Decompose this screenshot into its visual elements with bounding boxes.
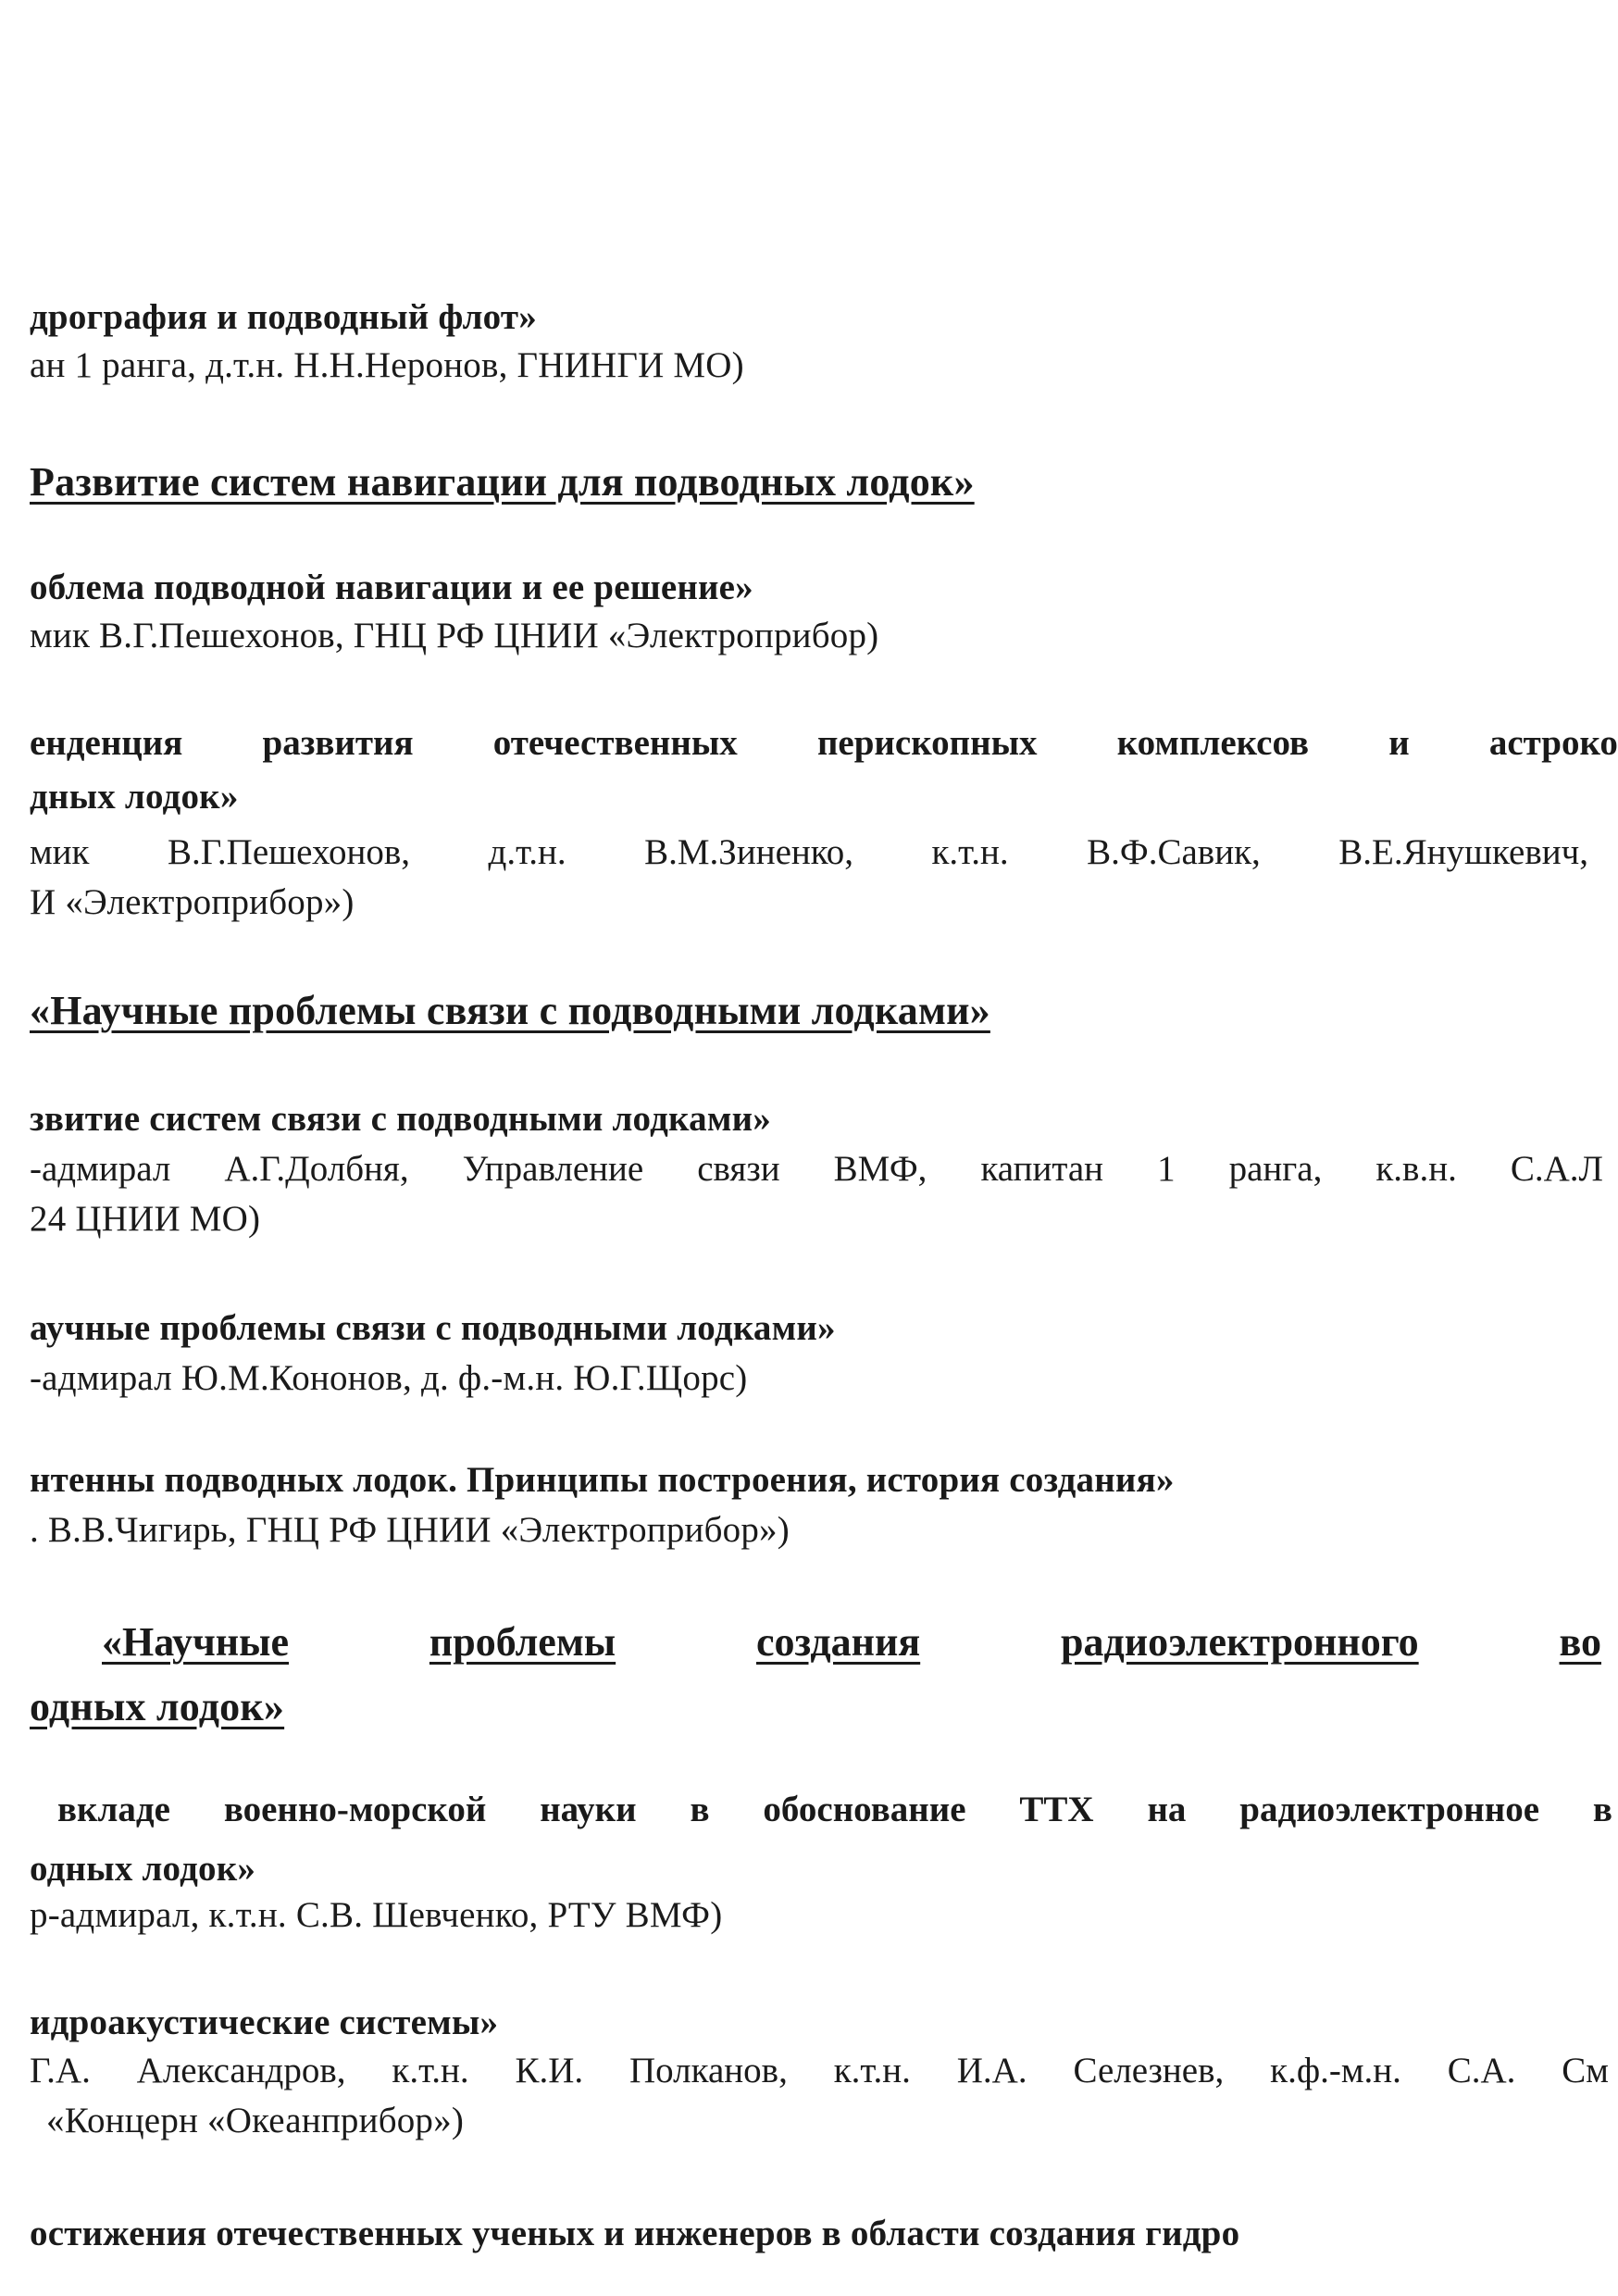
talk-title-periscope <box>30 722 1618 765</box>
talk-title-navy-science <box>57 1789 1612 1831</box>
author-word: В.М.Зиненко, <box>644 832 853 872</box>
heading-word: проблемы <box>429 1619 616 1665</box>
title-word: и <box>1388 723 1410 763</box>
talk-title-hydroacoustic: идроакустические системы» <box>30 2003 499 2042</box>
talk-title-navy-science-line2: одных лодок» <box>30 1849 256 1889</box>
heading-word: во <box>1559 1619 1601 1665</box>
author-word: В.Е.Янушкевич, <box>1338 832 1588 872</box>
author-word: ранга, <box>1228 1149 1323 1189</box>
title-word: комплексов <box>1116 723 1310 763</box>
talk-author-periscope <box>30 831 1588 874</box>
author-word: К.И. <box>515 2051 584 2090</box>
talk-author-antennas: . В.В.Чигирь, ГНЦ РФ ЦНИИ «Электроприбор») <box>30 1510 790 1550</box>
author-word: ВМФ, <box>833 1149 927 1189</box>
talk-author-hydroacoustic-line2: «Концерн «Океанприбор») <box>46 2101 465 2140</box>
title-word: развития <box>262 723 414 763</box>
talk-author-comm-development <box>30 1148 1603 1191</box>
author-word: С.А.Л <box>1510 1149 1603 1189</box>
author-word: Управление <box>462 1149 644 1189</box>
author-word: к.т.н. <box>931 832 1009 872</box>
section-heading-navigation: Развитие систем навигации для подводных лодок» <box>30 459 975 505</box>
author-word: См <box>1562 2051 1609 2090</box>
title-word: вкладе <box>57 1790 170 1829</box>
talk-author-navy-science: р-адмирал, к.т.н. С.В. Шевченко, РТУ ВМФ) <box>30 1895 723 1935</box>
author-word: Г.А. <box>30 2051 91 2090</box>
author-word: к.т.н. <box>392 2051 469 2090</box>
author-word: Александров, <box>136 2051 346 2090</box>
talk-author-nav-problem: мик В.Г.Пешехонов, ГНЦ РФ ЦНИИ «Электроприбор) <box>30 616 879 655</box>
talk-author-hydroacoustic <box>30 2050 1609 2092</box>
title-word: военно-морской <box>223 1790 487 1829</box>
talk-title-comm-problems: аучные проблемы связи с подводными лодками» <box>30 1308 836 1348</box>
talk-author-periscope-line2: И «Электроприбор») <box>30 882 355 922</box>
section-heading-radioelectronic-line2: одных лодок» <box>30 1684 285 1729</box>
heading-word: создания <box>756 1619 921 1665</box>
title-word: перископных <box>816 723 1038 763</box>
title-word: енденция <box>30 723 183 763</box>
author-word: А.Г.Долбня, <box>224 1149 409 1189</box>
author-word: В.Ф.Савик, <box>1087 832 1261 872</box>
title-word: радиоэлектронное <box>1239 1790 1540 1829</box>
heading-word: «Научные <box>102 1619 290 1665</box>
author-word: капитан <box>980 1149 1104 1189</box>
title-word: ТТХ <box>1019 1790 1094 1829</box>
title-word: на <box>1147 1790 1187 1829</box>
title-word: в <box>690 1790 710 1829</box>
talk-title-nav-problem: облема подводной навигации и ее решение» <box>30 568 753 607</box>
talk-author-comm-problems: -адмирал Ю.М.Кононов, д. ф.-м.н. Ю.Г.Щорс) <box>30 1358 748 1398</box>
talk-title-achievements: остижения отечественных ученых и инженеров в области создания гидро <box>30 2214 1240 2253</box>
author-word: связи <box>697 1149 780 1189</box>
talk-author-hydrography: ан 1 ранга, д.т.н. Н.Н.Неронов, ГНИНГИ МО) <box>30 345 744 385</box>
talk-title-periscope-line2: дных лодок» <box>30 777 239 817</box>
author-word: В.Г.Пешехонов, <box>168 832 411 872</box>
author-word: Селезнев, <box>1073 2051 1225 2090</box>
section-heading-communications: «Научные проблемы связи с подводными лодками» <box>30 988 990 1033</box>
title-word: науки <box>540 1790 637 1829</box>
title-word: в <box>1592 1790 1612 1829</box>
title-word: отечественных <box>492 723 738 763</box>
author-word: И.А. <box>956 2051 1027 2090</box>
talk-title-antennas: нтенны подводных лодок. Принципы построения, история создания» <box>30 1460 1175 1500</box>
author-word: -адмирал <box>30 1149 171 1189</box>
author-word: 1 <box>1157 1149 1176 1189</box>
title-word: астроко <box>1488 723 1618 763</box>
heading-word: радиоэлектронного <box>1061 1619 1419 1665</box>
author-word: к.т.н. <box>833 2051 911 2090</box>
section-heading-radioelectronic <box>102 1618 1601 1666</box>
talk-title-comm-development: звитие систем связи с подводными лодками» <box>30 1099 771 1139</box>
title-word: обоснование <box>763 1790 966 1829</box>
author-word: Полканов, <box>629 2051 788 2090</box>
author-word: С.А. <box>1447 2051 1516 2090</box>
author-word: мик <box>30 832 90 872</box>
talk-title-hydrography: дрография и подводный флот» <box>30 297 537 337</box>
author-word: д.т.н. <box>488 832 566 872</box>
author-word: к.в.н. <box>1375 1149 1457 1189</box>
talk-author-comm-development-line2: 24 ЦНИИ МО) <box>30 1199 261 1239</box>
author-word: к.ф.-м.н. <box>1270 2051 1401 2090</box>
